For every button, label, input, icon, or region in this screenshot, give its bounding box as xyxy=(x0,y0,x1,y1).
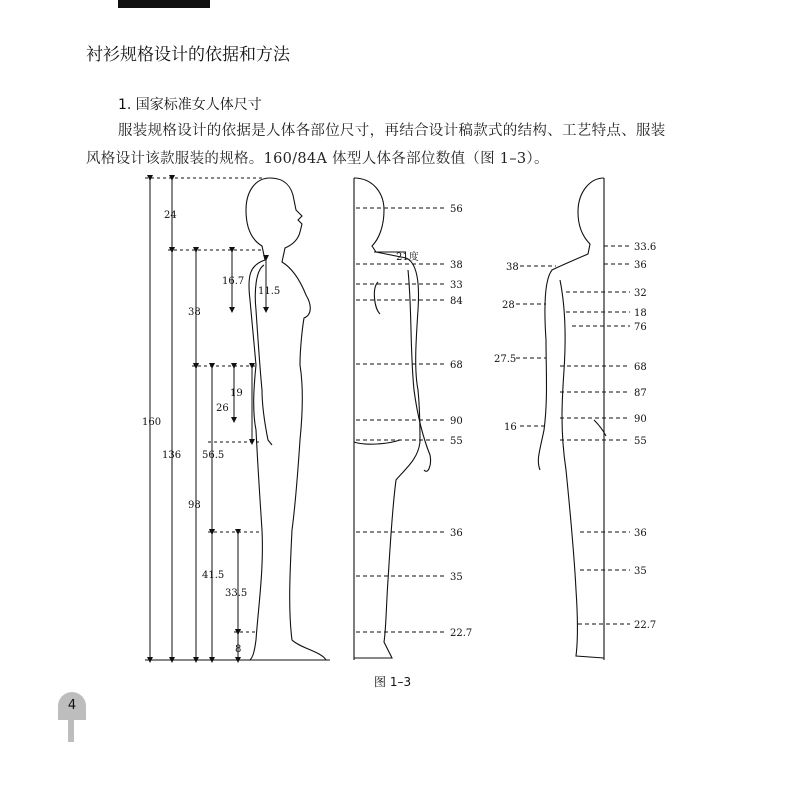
label-98: 98 xyxy=(188,500,201,511)
label-24: 24 xyxy=(164,210,177,221)
label-19: 19 xyxy=(230,388,243,399)
label-33-5: 33.5 xyxy=(225,588,248,599)
label-35-back: 35 xyxy=(634,566,647,577)
chapter-tab xyxy=(118,0,210,8)
label-90-back: 90 xyxy=(634,414,647,425)
label-22-7-back: 22.7 xyxy=(634,620,657,631)
label-32: 32 xyxy=(634,288,647,299)
back-figure xyxy=(538,178,606,660)
page-number: 4 xyxy=(58,692,86,720)
side-figure xyxy=(354,178,431,660)
page-title: 衬衫规格设计的依据和方法 xyxy=(86,45,290,65)
label-16: 16 xyxy=(504,422,517,433)
label-36-back-top: 36 xyxy=(634,260,647,271)
back-dimension-lines xyxy=(516,246,630,624)
front-labels xyxy=(142,210,280,655)
body-line-1: 服装规格设计的依据是人体各部位尺寸，再结合设计稿款式的结构、工艺特点、服装 xyxy=(118,123,666,139)
label-56: 56 xyxy=(450,204,463,215)
label-27-5: 27.5 xyxy=(494,354,517,365)
label-36-side: 36 xyxy=(450,528,463,539)
label-11-5: 11.5 xyxy=(258,286,281,297)
body-paragraph-2: 风格设计该款服装的规格。160/84A 体型人体各部位数值（图 1–3）。 xyxy=(86,151,549,167)
label-33: 33 xyxy=(450,280,463,291)
label-33-6: 33.6 xyxy=(634,242,657,253)
label-8: 8 xyxy=(235,644,242,655)
label-68-side: 68 xyxy=(450,360,463,371)
label-35-side: 35 xyxy=(450,572,463,583)
label-90-side: 90 xyxy=(450,416,463,427)
label-160: 160 xyxy=(142,417,162,428)
label-55-side: 55 xyxy=(450,436,463,447)
label-21-degree: 21度 xyxy=(396,252,419,263)
side-labels xyxy=(396,204,472,639)
label-87: 87 xyxy=(634,388,647,399)
side-dimension-lines xyxy=(356,208,444,632)
label-28: 28 xyxy=(502,300,515,311)
label-76: 76 xyxy=(634,322,647,333)
label-18: 18 xyxy=(634,308,647,319)
label-16-7: 16.7 xyxy=(222,276,245,287)
label-55-back: 55 xyxy=(634,436,647,447)
label-36-back: 36 xyxy=(634,528,647,539)
section-heading: 1. 国家标准女人体尺寸 xyxy=(118,97,262,113)
figure-caption: 图 1–3 xyxy=(374,675,412,689)
page-number-tab xyxy=(68,718,74,742)
label-68-back: 68 xyxy=(634,362,647,373)
body-measurement-figure xyxy=(0,170,790,670)
label-136: 136 xyxy=(162,450,182,461)
label-38-side: 38 xyxy=(450,260,463,271)
body-paragraph xyxy=(86,118,706,144)
label-56-5: 56.5 xyxy=(202,450,225,461)
label-84: 84 xyxy=(450,296,463,307)
label-22-7-side: 22.7 xyxy=(450,628,473,639)
label-26: 26 xyxy=(216,403,229,414)
label-38-back: 38 xyxy=(506,262,519,273)
label-38: 38 xyxy=(188,307,201,318)
label-41-5: 41.5 xyxy=(202,570,225,581)
